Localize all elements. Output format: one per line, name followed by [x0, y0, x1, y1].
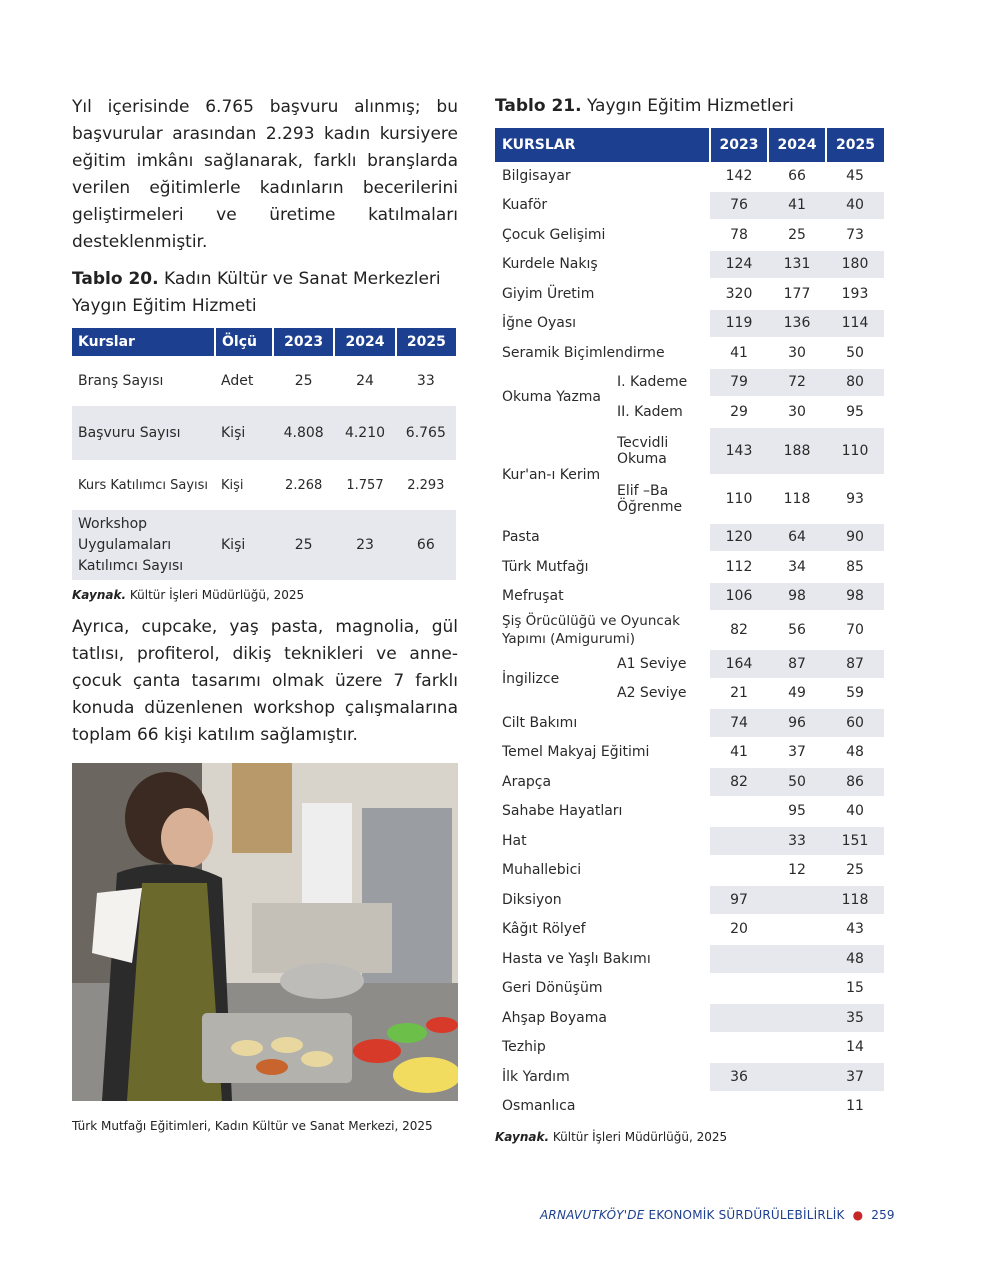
table-row: [495, 611, 884, 649]
table-cell: 40: [826, 797, 884, 827]
table-row: [495, 856, 884, 886]
table-row: [495, 708, 884, 738]
table21-header: 2024: [768, 128, 826, 162]
table-row: [495, 368, 884, 398]
course-name: Seramik Biçimlendirme: [495, 338, 710, 368]
table-cell: [710, 1033, 768, 1063]
table-row: [495, 767, 884, 797]
table-cell: 95: [826, 397, 884, 427]
table-cell: [710, 944, 768, 974]
table-cell: 66: [396, 510, 456, 580]
table-cell: 73: [826, 220, 884, 250]
table-cell: 193: [826, 279, 884, 309]
table-cell: 90: [826, 523, 884, 553]
table20-header: 2024: [334, 328, 395, 356]
footer-title: EKONOMİK SÜRDÜRÜLEBİLİRLİK: [648, 1208, 845, 1222]
source-label: Kaynak.: [495, 1130, 550, 1144]
table-cell: 79: [710, 368, 768, 398]
left-column: [72, 92, 458, 1133]
course-name: Muhallebici: [495, 856, 710, 886]
course-sub-name: Elif –Ba Öğrenme: [610, 475, 710, 523]
table-cell: [768, 1003, 826, 1033]
table-row: [495, 797, 884, 827]
table-cell: 37: [826, 1062, 884, 1092]
table-cell: 320: [710, 279, 768, 309]
course-name: Sahabe Hayatları: [495, 797, 710, 827]
right-column: [495, 92, 885, 1144]
course-name: Geri Dönüşüm: [495, 974, 710, 1004]
table-cell: 136: [768, 309, 826, 339]
course-group-name: İngilizce: [495, 649, 610, 708]
table20-header: Kurslar: [72, 328, 215, 356]
table-row: [495, 309, 884, 339]
table-cell: 30: [768, 338, 826, 368]
course-name: Pasta: [495, 523, 710, 553]
course-name: Temel Makyaj Eğitimi: [495, 738, 710, 768]
table-cell: 1.757: [334, 460, 395, 510]
table-cell: 142: [710, 162, 768, 191]
table-cell: 106: [710, 582, 768, 612]
table-cell: 24: [334, 356, 395, 406]
table-cell: 87: [826, 649, 884, 679]
table-cell: [768, 1033, 826, 1063]
table20-label: Tablo 20.: [72, 269, 159, 289]
table-cell: Kişi: [215, 406, 273, 460]
table-cell: 60: [826, 708, 884, 738]
table-cell: 4.210: [334, 406, 395, 460]
table-cell: 118: [768, 475, 826, 523]
table-cell: 96: [768, 708, 826, 738]
table-cell: 6.765: [396, 406, 456, 460]
table-row: [495, 427, 884, 475]
table-row: [495, 338, 884, 368]
workshop-paragraph: Ayrıca, cupcake, yaş pasta, magnolia, gül tatlısı, profiterol, dikiş teknikleri ve anne-çocuk çanta tasarımı olmak üzere 7 farklı konuda düzenlenen workshop çalışmalarına toplam 66 kişi katılım sağlamıştır.: [72, 617, 458, 745]
table21: [495, 128, 884, 1122]
table-row: [495, 279, 884, 309]
table-cell: 151: [826, 826, 884, 856]
table-cell: [768, 974, 826, 1004]
table-cell: 82: [710, 767, 768, 797]
table-cell: 86: [826, 767, 884, 797]
course-name: Türk Mutfağı: [495, 552, 710, 582]
course-name: Hasta ve Yaşlı Bakımı: [495, 944, 710, 974]
table-cell: 11: [826, 1092, 884, 1122]
table-cell: 82: [710, 611, 768, 649]
table21-caption: [495, 92, 885, 120]
table-row: [495, 885, 884, 915]
photo-caption: Türk Mutfağı Eğitimleri, Kadın Kültür ve Sanat Merkezi, 2025: [72, 1119, 433, 1133]
page-number: 259: [871, 1208, 895, 1222]
course-name: Osmanlıca: [495, 1092, 710, 1122]
table20: [72, 328, 456, 580]
table-cell: 118: [826, 885, 884, 915]
course-name: Çocuk Gelişimi: [495, 220, 710, 250]
table-row: [495, 944, 884, 974]
course-sub-name: A2 Seviye: [610, 679, 710, 709]
table-cell: 78: [710, 220, 768, 250]
table-cell: 76: [710, 191, 768, 221]
table-cell: 180: [826, 250, 884, 280]
table-cell: 35: [826, 1003, 884, 1033]
table-cell: 25: [273, 510, 334, 580]
table-cell: 49: [768, 679, 826, 709]
table-cell: 33: [396, 356, 456, 406]
table-cell: 74: [710, 708, 768, 738]
table-cell: 37: [768, 738, 826, 768]
table21-source: [495, 1130, 885, 1144]
table-cell: 97: [710, 885, 768, 915]
table-cell: 112: [710, 552, 768, 582]
table-cell: 41: [710, 738, 768, 768]
table-cell: [768, 885, 826, 915]
table-row: [495, 915, 884, 945]
table-cell: 36: [710, 1062, 768, 1092]
table-cell: [768, 944, 826, 974]
table-row: [495, 552, 884, 582]
table20-header: 2023: [273, 328, 334, 356]
table20-header-row: [72, 328, 456, 356]
table-cell: 188: [768, 427, 826, 475]
table-row: [495, 974, 884, 1004]
table-cell: 21: [710, 679, 768, 709]
table-cell: 50: [768, 767, 826, 797]
table-row: [495, 191, 884, 221]
table-cell: 114: [826, 309, 884, 339]
table-row: [495, 1033, 884, 1063]
source-label: Kaynak.: [72, 588, 127, 602]
table-cell: 98: [826, 582, 884, 612]
course-name: Kurdele Nakış: [495, 250, 710, 280]
course-sub-name: II. Kadem: [610, 397, 710, 427]
table-cell: 2.293: [396, 460, 456, 510]
course-sub-name: Tecvidli Okuma: [610, 427, 710, 475]
table-cell: [710, 1003, 768, 1033]
source-text: Kültür İşleri Müdürlüğü, 2025: [552, 1130, 728, 1144]
table-cell: 64: [768, 523, 826, 553]
table-cell: 143: [710, 427, 768, 475]
course-name: Kuaför: [495, 191, 710, 221]
table-cell: 41: [768, 191, 826, 221]
source-text: Kültür İşleri Müdürlüğü, 2025: [129, 588, 305, 602]
course-sub-name: A1 Seviye: [610, 649, 710, 679]
table-row: [495, 826, 884, 856]
table21-header: KURSLAR: [495, 128, 710, 162]
course-name: Bilgisayar: [495, 162, 710, 191]
table20-caption: [72, 266, 458, 320]
table-cell: 34: [768, 552, 826, 582]
table20-header: 2025: [396, 328, 456, 356]
table-cell: [768, 1062, 826, 1092]
table-cell: 110: [826, 427, 884, 475]
course-name: Şiş Örücülüğü ve Oyuncak Yapımı (Amigurumi): [495, 611, 710, 649]
table-cell: Branş Sayısı: [72, 356, 215, 406]
table-cell: [768, 1092, 826, 1122]
course-name: Cilt Bakımı: [495, 708, 710, 738]
table-cell: Kişi: [215, 460, 273, 510]
course-name: Giyim Üretim: [495, 279, 710, 309]
table-cell: 110: [710, 475, 768, 523]
table-cell: 40: [826, 191, 884, 221]
table-cell: 41: [710, 338, 768, 368]
table21-title: Yaygın Eğitim Hizmetleri: [587, 96, 794, 116]
course-name: Arapça: [495, 767, 710, 797]
table-cell: 25: [768, 220, 826, 250]
table21-header: 2025: [826, 128, 884, 162]
table21-header-row: [495, 128, 884, 162]
table-row: [495, 162, 884, 191]
table-row: [495, 1092, 884, 1122]
table-cell: 25: [273, 356, 334, 406]
table-cell: 56: [768, 611, 826, 649]
table-cell: 93: [826, 475, 884, 523]
table-cell: Kurs Katılımcı Sayısı: [72, 460, 215, 510]
table-cell: Adet: [215, 356, 273, 406]
table-cell: 15: [826, 974, 884, 1004]
table-cell: 95: [768, 797, 826, 827]
footer-title-italic: ARNAVUTKÖY'DE: [540, 1208, 645, 1222]
table-row: [495, 220, 884, 250]
table-cell: 131: [768, 250, 826, 280]
table-cell: 70: [826, 611, 884, 649]
table21-header: 2023: [710, 128, 768, 162]
table-cell: 12: [768, 856, 826, 886]
table-cell: 29: [710, 397, 768, 427]
table-row: [495, 649, 884, 679]
table-cell: 177: [768, 279, 826, 309]
table-cell: [768, 915, 826, 945]
table-cell: [710, 826, 768, 856]
course-name: Kâğıt Rölyef: [495, 915, 710, 945]
course-group-name: Okuma Yazma: [495, 368, 610, 427]
table-cell: 14: [826, 1033, 884, 1063]
table20-header: Ölçü: [215, 328, 273, 356]
table-cell: Başvuru Sayısı: [72, 406, 215, 460]
course-sub-name: I. Kademe: [610, 368, 710, 398]
table-cell: 124: [710, 250, 768, 280]
table-row: [495, 738, 884, 768]
course-name: İğne Oyası: [495, 309, 710, 339]
table-cell: 20: [710, 915, 768, 945]
bullet-dot-icon: ●: [852, 1208, 864, 1222]
table-cell: 50: [826, 338, 884, 368]
course-name: Hat: [495, 826, 710, 856]
table-cell: 72: [768, 368, 826, 398]
table-cell: 33: [768, 826, 826, 856]
table20-title: Kadın Kültür ve Sanat Merkezleri Yaygın Eğitim Hizmeti: [72, 269, 441, 316]
course-name: Mefruşat: [495, 582, 710, 612]
intro-paragraph: Yıl içerisinde 6.765 başvuru alınmış; bu başvurular arasından 2.293 kadın kursiyere eğitim imkânı sağlanarak, farklı branşlarda verilen eğitimlerle kadınların becerilerini geliştirmeleri ve üretime katılmaları desteklenmiştir.: [72, 97, 458, 252]
table-cell: 85: [826, 552, 884, 582]
table-cell: [710, 1092, 768, 1122]
kitchen-training-photo: [72, 763, 458, 1101]
table-cell: 80: [826, 368, 884, 398]
table-row: [72, 406, 456, 460]
table-cell: 59: [826, 679, 884, 709]
table-row: [495, 1003, 884, 1033]
course-name: Ahşap Boyama: [495, 1003, 710, 1033]
table-cell: Workshop Uygulamaları Katılımcı Sayısı: [72, 510, 215, 580]
table-cell: 164: [710, 649, 768, 679]
table-row: [495, 582, 884, 612]
table-cell: 48: [826, 738, 884, 768]
table-cell: 66: [768, 162, 826, 191]
table-row: [495, 1062, 884, 1092]
table-cell: 48: [826, 944, 884, 974]
table-row: [72, 510, 456, 580]
table-cell: 23: [334, 510, 395, 580]
course-name: Diksiyon: [495, 885, 710, 915]
table-cell: 87: [768, 649, 826, 679]
table21-label: Tablo 21.: [495, 96, 582, 116]
course-name: Tezhip: [495, 1033, 710, 1063]
table-cell: 120: [710, 523, 768, 553]
table-cell: [710, 974, 768, 1004]
page-footer: [540, 1208, 895, 1222]
table-cell: [710, 856, 768, 886]
table-cell: Kişi: [215, 510, 273, 580]
course-group-name: Kur'an-ı Kerim: [495, 427, 610, 523]
course-name: İlk Yardım: [495, 1062, 710, 1092]
table-row: [495, 250, 884, 280]
table-cell: 45: [826, 162, 884, 191]
table-cell: 98: [768, 582, 826, 612]
table-cell: 2.268: [273, 460, 334, 510]
table-row: [72, 356, 456, 406]
table20-source: [72, 588, 458, 602]
table-cell: 25: [826, 856, 884, 886]
table-cell: [710, 797, 768, 827]
table-row: [495, 523, 884, 553]
table-cell: 30: [768, 397, 826, 427]
table-row: [72, 460, 456, 510]
table-cell: 43: [826, 915, 884, 945]
table-cell: 4.808: [273, 406, 334, 460]
table-cell: 119: [710, 309, 768, 339]
